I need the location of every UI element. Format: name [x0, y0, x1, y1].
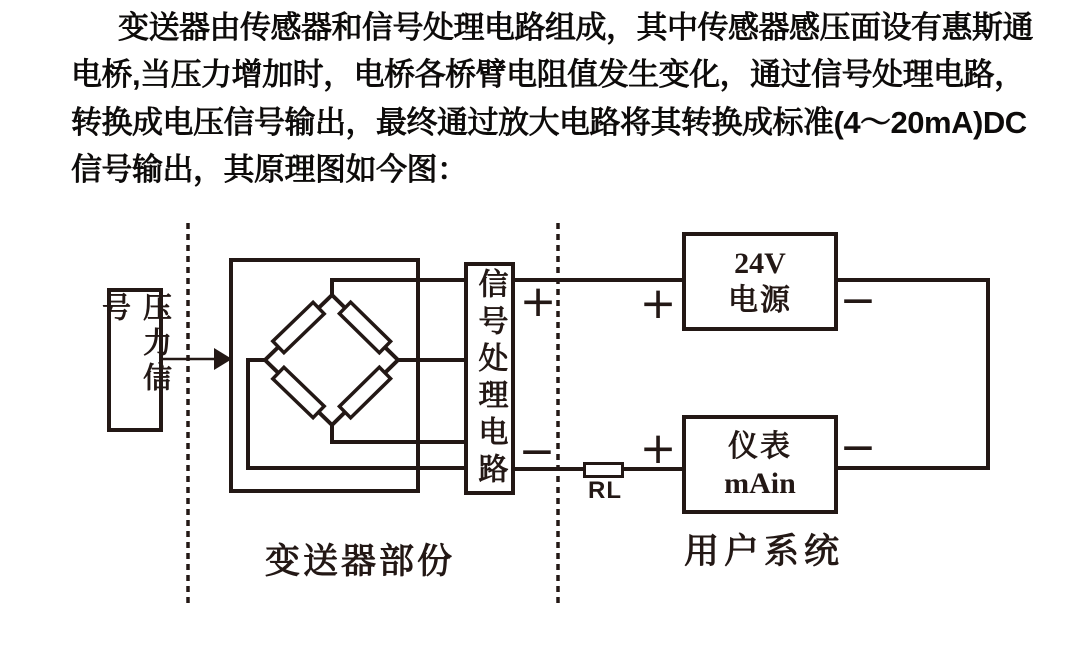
bridge-resistor-bottom-right	[339, 367, 390, 418]
power-plus-terminal: +	[639, 278, 677, 329]
meter-plus-terminal: +	[639, 423, 677, 474]
power-supply-box	[682, 232, 838, 331]
processor-plus-terminal: +	[519, 276, 557, 327]
paragraph-line-4: 信号输出，其原理图如今图：	[71, 152, 468, 187]
wire-bridge-bottom-to-processor	[332, 423, 470, 442]
load-resistor-label: RL	[588, 477, 622, 504]
pressure-signal-box	[98, 288, 171, 432]
paragraph-line-1: 变送器由传感器和信号处理电路组成，其中传感器感压面设有惠斯通	[118, 10, 1033, 45]
power-supply-label: 电源	[728, 283, 792, 317]
pressure-signal-label: 压力信号	[98, 292, 171, 397]
meter-label: 仪表	[728, 429, 792, 463]
signal-processing-box	[464, 262, 515, 495]
signal-processing-label: 信号处理电路	[473, 267, 507, 490]
wheatstone-bridge-diamond	[265, 295, 398, 425]
wire-bridge-top-to-processor	[332, 280, 470, 297]
power-minus-terminal: −	[839, 275, 877, 326]
meter-unit-label: mAin	[724, 466, 796, 500]
paragraph-line-3: 转换成电压信号输出，最终通过放大电路将其转换成标准(4～20mA)DC	[71, 105, 1027, 140]
section-label-transmitter: 变送器部份	[264, 542, 456, 581]
meter-minus-terminal: −	[839, 422, 877, 473]
bridge-resistor-bottom-left	[273, 367, 324, 417]
power-supply-voltage: 24V	[734, 246, 786, 280]
bridge-resistor-top-left	[273, 302, 324, 352]
meter-box	[682, 415, 838, 514]
paragraph-line-2: 电桥,当压力增加时，电桥各桥臂电阻值发生变化，通过信号处理电路，	[71, 57, 1025, 92]
section-label-user-system: 用户系统	[683, 532, 845, 571]
circuit-wires	[248, 275, 990, 474]
processor-minus-terminal: −	[518, 426, 556, 477]
load-resistor	[583, 462, 624, 478]
bridge-resistors	[273, 302, 391, 418]
bridge-resistor-top-right	[339, 302, 390, 353]
